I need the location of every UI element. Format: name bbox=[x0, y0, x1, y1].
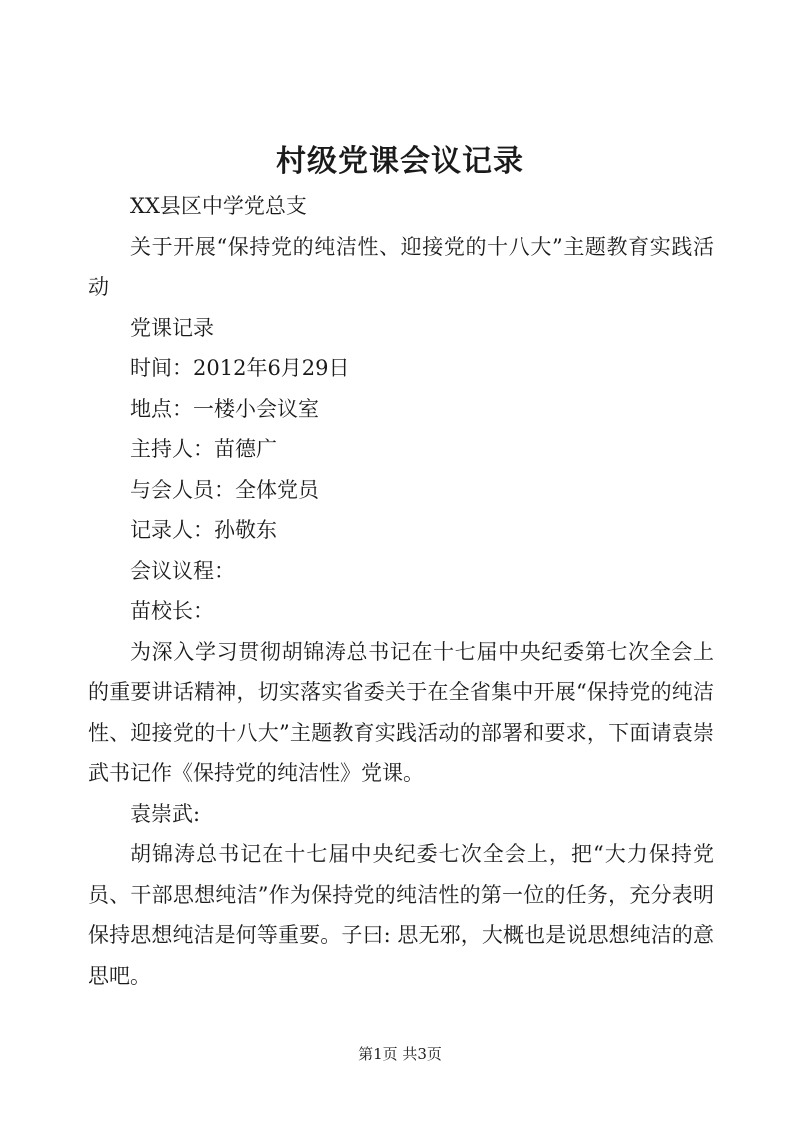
speaker-label: 苗校长： bbox=[130, 599, 214, 623]
meeting-time: 时间：2012年6月29日 bbox=[130, 356, 350, 380]
record-type: 党课记录 bbox=[130, 315, 214, 340]
body-paragraph: 为深入学习贯彻胡锦涛总书记在十七届中央纪委第七次全会上的重要讲话精神，切实落实省委关于在全省集中开展“保持党的纯洁性、迎接党的十八大”主题教育实践活动的部署和要求，下面请袁崇武书记作《保持党的纯洁性》党课。 bbox=[88, 639, 714, 785]
meeting-recorder: 记录人：孙敬东 bbox=[130, 518, 277, 542]
document-body bbox=[88, 186, 714, 996]
body-paragraph: 胡锦涛总书记在十七届中央纪委七次全会上，把“大力保持党员、干部思想纯洁”作为保持党的纯洁性的第一位的任务，充分表明保持思想纯洁是何等重要。子曰: 思无邪，大概也是说思想纯洁的意思吧。 bbox=[88, 842, 714, 988]
activity-subject: 关于开展“保持党的纯洁性、迎接党的十八大”主题教育实践活动 bbox=[88, 234, 714, 299]
meeting-host: 主持人：苗德广 bbox=[130, 437, 277, 461]
meeting-location: 地点：一楼小会议室 bbox=[130, 396, 319, 421]
agenda-heading: 会议议程： bbox=[130, 558, 235, 583]
meeting-attendees: 与会人员：全体党员 bbox=[130, 477, 319, 502]
document-title: 村级党课会议记录 bbox=[276, 144, 524, 179]
org-name: XX县区中学党总支 bbox=[130, 194, 307, 218]
speaker-label: 袁崇武: bbox=[130, 801, 201, 826]
page-footer: 第1页 共3页 bbox=[358, 1045, 442, 1063]
